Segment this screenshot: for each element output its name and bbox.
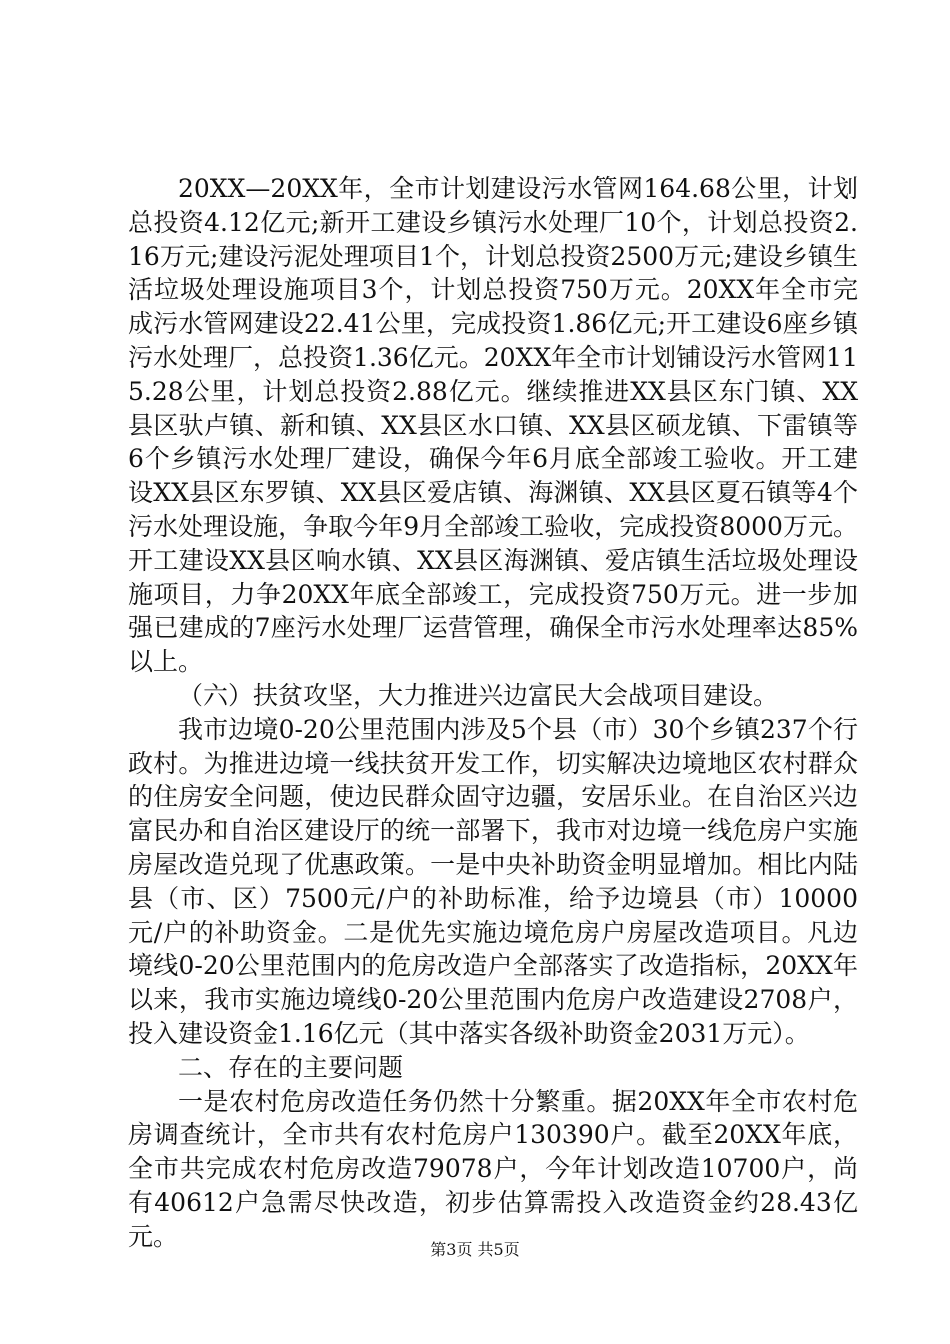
paragraph-border-housing: 我市边境0-20公里范围内涉及5个县（市）30个乡镇237个行政村。为推进边境一线扶贫开发工作，切实解决边境地区农村群众的住房安全问题，使边民群众固守边疆，安居乐业。在自治区兴边富民办和自治区建设厅的统一部署下，我市对边境一线危房户实施房屋改造兑现了优惠政策。一是中央补助资金明显增加。相比内陆县（市、区）7500元/户的补助标准，给予边境县（市）10000元/户的补助资金。二是优先实施边境危房户房屋改造项目。凡边境线0-20公里范围内的危房改造户全部落实了改造指标，20XX年以来，我市实施边境线0-20公里范围内危房户改造建设2708户，投入建设资金1.16亿元（其中落实各级补助资金2031万元）。 (128, 714, 858, 1048)
section-heading-problems: 二、存在的主要问题 (178, 1052, 404, 1082)
paragraph-rural-housing: 一是农村危房改造任务仍然十分繁重。据20XX年全市农村危房调查统计，全市共有农村危房户130390户。截至20XX年底，全市共完成农村危房改造79078户，今年计划改造10700户，尚有40612户急需尽快改造，初步估算需投入改造资金约28.43亿元。 (128, 1086, 858, 1251)
page-number-footer: 第3页 共5页 (430, 1240, 520, 1259)
paragraph-sewage-projects: 20XX—20XX年，全市计划建设污水管网164.68公里，计划总投资4.12亿元;新开工建设乡镇污水处理厂10个，计划总投资2.16万元;建设污泥处理项目1个，计划总投资2500万元;建设乡镇生活垃圾处理设施项目3个，计划总投资750万元。20XX年全市完成污水管网建设22.41公里，完成投资1.86亿元;开工建设6座乡镇污水处理厂，总投资1.36亿元。20XX年全市计划铺设污水管网115.28公里，计划总投资2.88亿元。继续推进XX县区东门镇、XX县区驮卢镇、新和镇、XX县区水口镇、XX县区硕龙镇、下雷镇等6个乡镇污水处理厂建设，确保今年6月底全部竣工验收。开工建设XX县区东罗镇、XX县区爱店镇、海渊镇、XX县区夏石镇等4个污水处理设施，争取今年9月全部竣工验收，完成投资8000万元。开工建设XX县区响水镇、XX县区海渊镇、爱店镇生活垃圾处理设施项目，力争20XX年底全部竣工，完成投资750万元。进一步加强已建成的7座污水处理厂运营管理，确保全市污水处理率达85%以上。 (128, 174, 858, 677)
section-heading-poverty: （六）扶贫攻坚，大力推进兴边富民大会战项目建设。 (178, 680, 779, 710)
document-body (128, 172, 858, 1254)
